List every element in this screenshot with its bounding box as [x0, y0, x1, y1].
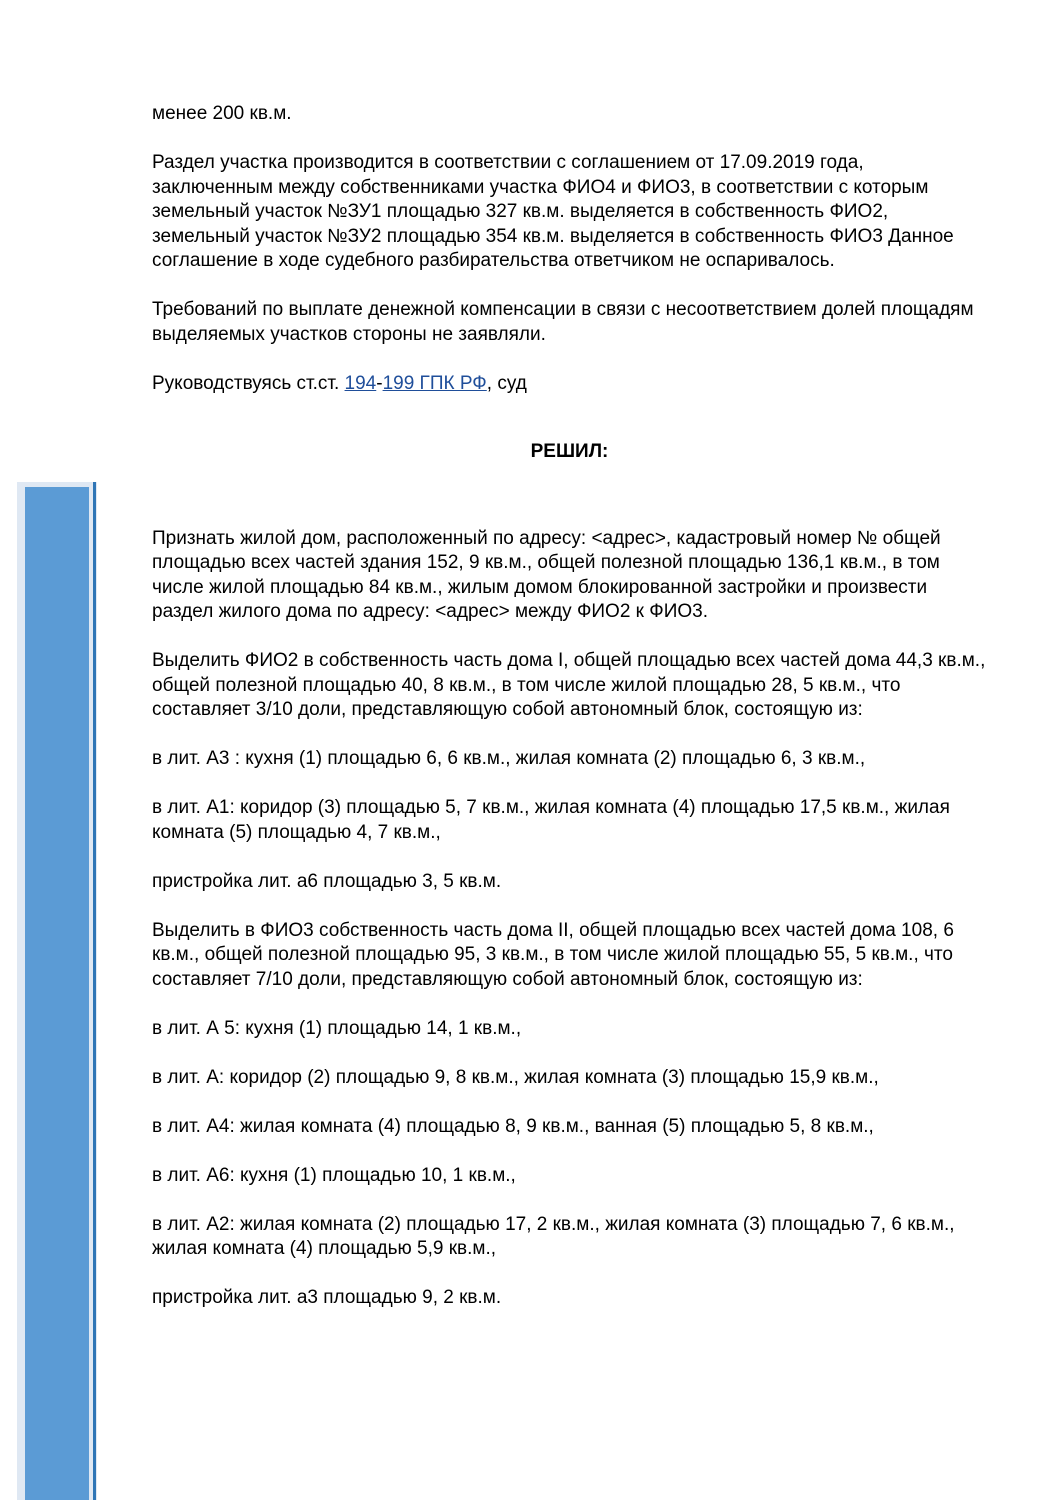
paragraph: Выделить в ФИО3 собственность часть дома II, общей площадью всех частей дома 108, 6 кв.м., общей полезной площадью 95, 3 кв.м., в том числе жилой площадью 55, 5 кв.м., что составляет 7/10 доли, представляющую собой автономный блок, состоящую из:	[152, 919, 954, 990]
legal-basis-dash: -	[376, 372, 383, 394]
paragraph: в лит. А4: жилая комната (4) площадью 8, 9 кв.м., ванная (5) площадью 5, 8 кв.м.,	[152, 1115, 874, 1137]
paragraph-legal-basis	[152, 372, 987, 397]
paragraph: пристройка лит. а3 площадью 9, 2 кв.м.	[152, 1287, 502, 1308]
paragraph: Выделить ФИО2 в собственность часть дома I, общей площадью всех частей дома 44,3 кв.м., общей полезной площадью 40, 8 кв.м., в том числе жилой площадью 28, 5 кв.м., что составляет 3/10 доли, представляющую собой автономный блок, состоящую из:	[152, 650, 986, 720]
legal-basis-prefix: Руководствуясь ст.ст.	[152, 372, 345, 394]
paragraph: менее 200 кв.м.	[152, 103, 292, 124]
paragraph: Раздел участка производится в соответствии с соглашением от 17.09.2019 года, заключенным между собственниками участка ФИО4 и ФИО3, в соответствии с которым земельный участок №ЗУ1 площадью 327 кв.м. выделяется в собственность ФИО2, земельный участок №ЗУ2 площадью 354 кв.м. выделяется в собственность ФИО3 Данное соглашение в ходе судебного разбирательства ответчиком не оспаривалось.	[152, 152, 954, 271]
paragraph: Требований по выплате денежной компенсации в связи с несоответствием долей площадям выделяемых участков стороны не заявляли.	[152, 299, 974, 345]
sidebar-accent-line	[93, 482, 96, 1500]
paragraph: в лит. А6: кухня (1) площадью 10, 1 кв.м.,	[152, 1164, 516, 1186]
paragraph: в лит. А 5: кухня (1) площадью 14, 1 кв.м.,	[152, 1017, 522, 1039]
paragraph: в лит. А1: коридор (3) площадью 5, 7 кв.м., жилая комната (4) площадью 17,5 кв.м., жилая комната (5) площадью 4, 7 кв.м.,	[152, 797, 950, 843]
law-link-194[interactable]: 194	[344, 372, 377, 394]
paragraph: в лит. А: коридор (2) площадью 9, 8 кв.м., жилая комната (3) площадью 15,9 кв.м.,	[152, 1066, 879, 1088]
paragraph: пристройка лит. а6 площадью 3, 5 кв.м.	[152, 870, 502, 892]
paragraph: Признать жилой дом, расположенный по адресу: <адрес>, кадастровый номер № общей площадью всех частей здания 152, 9 кв.м., общей полезной площадью 136,1 кв.м., в том числе жилой площадью 84 кв.м., жилым домом блокированной застройки и произвести раздел жилого дома по адресу: <адрес> между ФИО2 к ФИО3.	[152, 527, 941, 622]
paragraph: в лит. А2: жилая комната (2) площадью 17, 2 кв.м., жилая комната (3) площадью 7, 6 кв.м., жилая комната (4) площадью 5,9 кв.м.,	[152, 1213, 955, 1259]
law-link-199-gpk[interactable]: 199 ГПК РФ	[382, 372, 487, 394]
paragraph: в лит. А3 : кухня (1) площадью 6, 6 кв.м., жилая комната (2) площадью 6, 3 кв.м.,	[152, 748, 866, 769]
sidebar-accent-bar	[25, 487, 89, 1500]
legal-basis-suffix: , суд	[486, 372, 527, 394]
decision-heading: РЕШИЛ:	[530, 441, 609, 462]
document-body	[152, 102, 987, 1335]
